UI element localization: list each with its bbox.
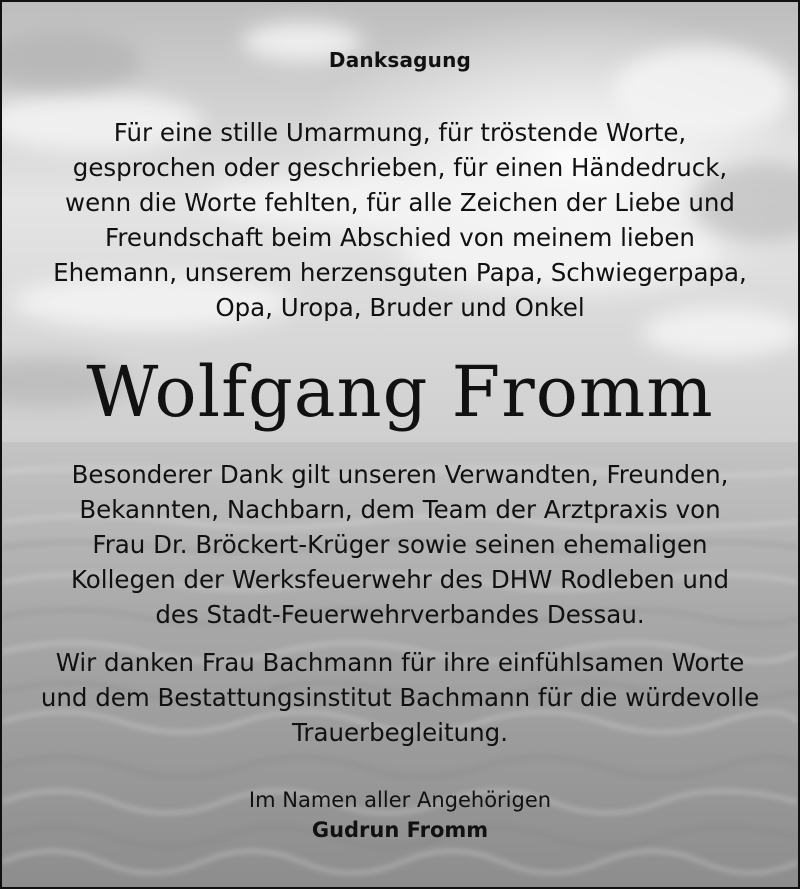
deceased-name: Wolfgang Fromm [86,351,714,433]
obituary-text [2,2,798,887]
thanks-line: Frau Dr. Bröckert-Krüger sowie seinen ehemaligen [92,530,708,559]
thanks2-line: Wir danken Frau Bachmann für ihre einfühlsamen Worte [55,648,745,677]
intro-line: Für eine stille Umarmung, für tröstende Worte, [113,118,687,147]
thanks-line: Kollegen der Werksfeuerwehr des DHW Rodleben und [70,565,730,594]
intro-line: Freundschaft beim Abschied von meinem lieben [105,223,695,252]
intro-line: gesprochen oder geschrieben, für einen Händedruck, [72,153,728,182]
thanks-line: Besonderer Dank gilt unseren Verwandten, Freunden, [71,460,729,489]
thanks-paragraph [32,457,768,632]
intro-line: Opa, Uropa, Bruder und Onkel [215,293,585,322]
thanks2-line: und dem Bestattungsinstitut Bachmann für die würdevolle [40,683,760,712]
second-thanks-paragraph [22,645,778,750]
heading: Danksagung [328,48,472,72]
intro-line: Ehemann, unserem herzensguten Papa, Schwiegerpapa, [53,258,747,287]
closing-block [2,785,798,845]
thanks-line: Bekannten, Nachbarn, dem Team der Arztpraxis von [79,495,721,524]
thanks2-line: Trauerbegleitung. [292,718,508,747]
signer-name: Gudrun Fromm [311,818,489,842]
thanks-line: des Stadt-Feuerwehrverbandes Dessau. [155,600,645,629]
closing-phrase: Im Namen aller Angehörigen [248,788,552,812]
intro-paragraph [32,115,768,325]
intro-line: wenn die Worte fehlten, für alle Zeichen der Liebe und [65,188,735,217]
